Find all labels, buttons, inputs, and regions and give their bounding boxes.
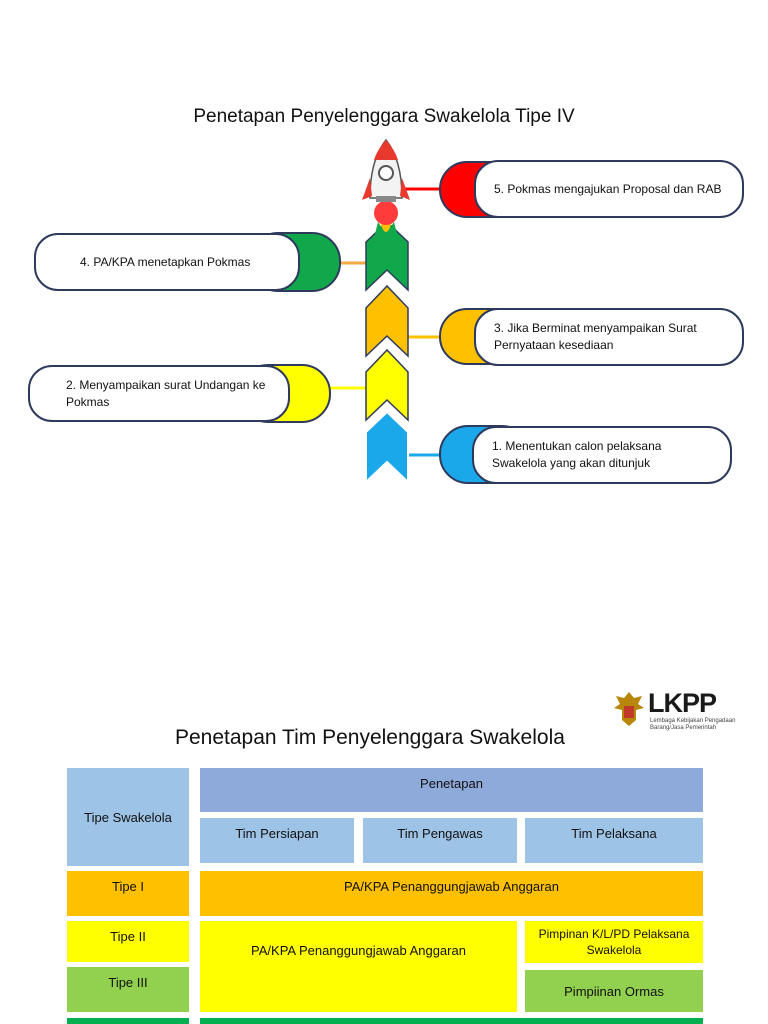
row-tipe-3-pelaksana bbox=[525, 970, 703, 1012]
step-5-box bbox=[474, 160, 744, 218]
step-4-text: 4. PA/KPA menetapkan Pokmas bbox=[80, 254, 251, 269]
step-4-box bbox=[34, 233, 300, 291]
tipe-2-pelaksana-text: Pimpinan K/L/PD Pelaksana Swakelola bbox=[538, 927, 690, 957]
chevron-step-1 bbox=[366, 412, 408, 482]
tipe-1-text: Tipe I bbox=[111, 879, 145, 894]
tipe-1-value-text: PA/KPA Penanggungjawab Anggaran bbox=[344, 879, 559, 894]
tipe-3-text: Tipe III bbox=[108, 975, 148, 990]
row-tipe-1-value bbox=[200, 871, 703, 916]
row-tipe-2-pelaksana bbox=[525, 921, 703, 963]
step-5-text: 5. Pokmas mengajukan Proposal dan RAB bbox=[494, 181, 722, 196]
tipe-3-pelaksana-text: Pimpiinan Ormas bbox=[564, 983, 664, 999]
row-next-value-cutoff bbox=[200, 1018, 703, 1024]
chevron-step-3 bbox=[366, 286, 408, 356]
chevron-step-4 bbox=[366, 222, 408, 290]
chevron-step-2 bbox=[366, 350, 408, 420]
lkpp-logo bbox=[612, 688, 762, 732]
tipe-2-text: Tipe II bbox=[110, 929, 146, 944]
tim-pelaksana-text: Tim Pelaksana bbox=[571, 826, 657, 841]
row-next-cutoff bbox=[67, 1018, 189, 1024]
merged-value-text: PA/KPA Penanggungjawab Anggaran bbox=[251, 943, 466, 958]
logo-name: LKPP bbox=[648, 688, 717, 718]
logo-subtitle: Lembaga Kebijakan Pengadaan Barang/Jasa Pemerintah bbox=[650, 718, 736, 731]
rocket-icon bbox=[362, 140, 410, 238]
row-tipe-2 bbox=[67, 921, 189, 962]
header-tipe-text: Tipe Swakelola bbox=[84, 809, 172, 825]
step-2-text: 2. Menyampaikan surat Undangan ke Pokmas bbox=[66, 377, 266, 409]
header-tipe-swakelola bbox=[67, 768, 189, 866]
row-merged-value bbox=[200, 921, 517, 1012]
header-tim-persiapan bbox=[200, 818, 354, 863]
header-tim-pengawas bbox=[363, 818, 517, 863]
diagram-title: Penetapan Penyelenggara Swakelola Tipe IV bbox=[193, 106, 575, 127]
step-2-box bbox=[28, 365, 290, 422]
garuda-emblem-icon bbox=[612, 688, 646, 730]
header-penetapan-text: Penetapan bbox=[420, 776, 483, 791]
step-1-text: 1. Menentukan calon pelaksana Swakelola yang akan ditunjuk bbox=[492, 439, 662, 470]
row-tipe-3 bbox=[67, 967, 189, 1012]
header-penetapan bbox=[200, 768, 703, 812]
header-tim-pelaksana bbox=[525, 818, 703, 863]
step-1-box bbox=[472, 426, 732, 484]
step-3-box bbox=[474, 308, 744, 366]
row-tipe-1 bbox=[67, 871, 189, 916]
tim-pengawas-text: Tim Pengawas bbox=[397, 826, 483, 841]
step-3-text: 3. Jika Berminat menyampaikan Surat Pernyataan kesediaan bbox=[494, 321, 697, 352]
table-title: Penetapan Tim Penyelenggara Swakelola bbox=[175, 726, 565, 749]
tim-persiapan-text: Tim Persiapan bbox=[235, 826, 319, 841]
